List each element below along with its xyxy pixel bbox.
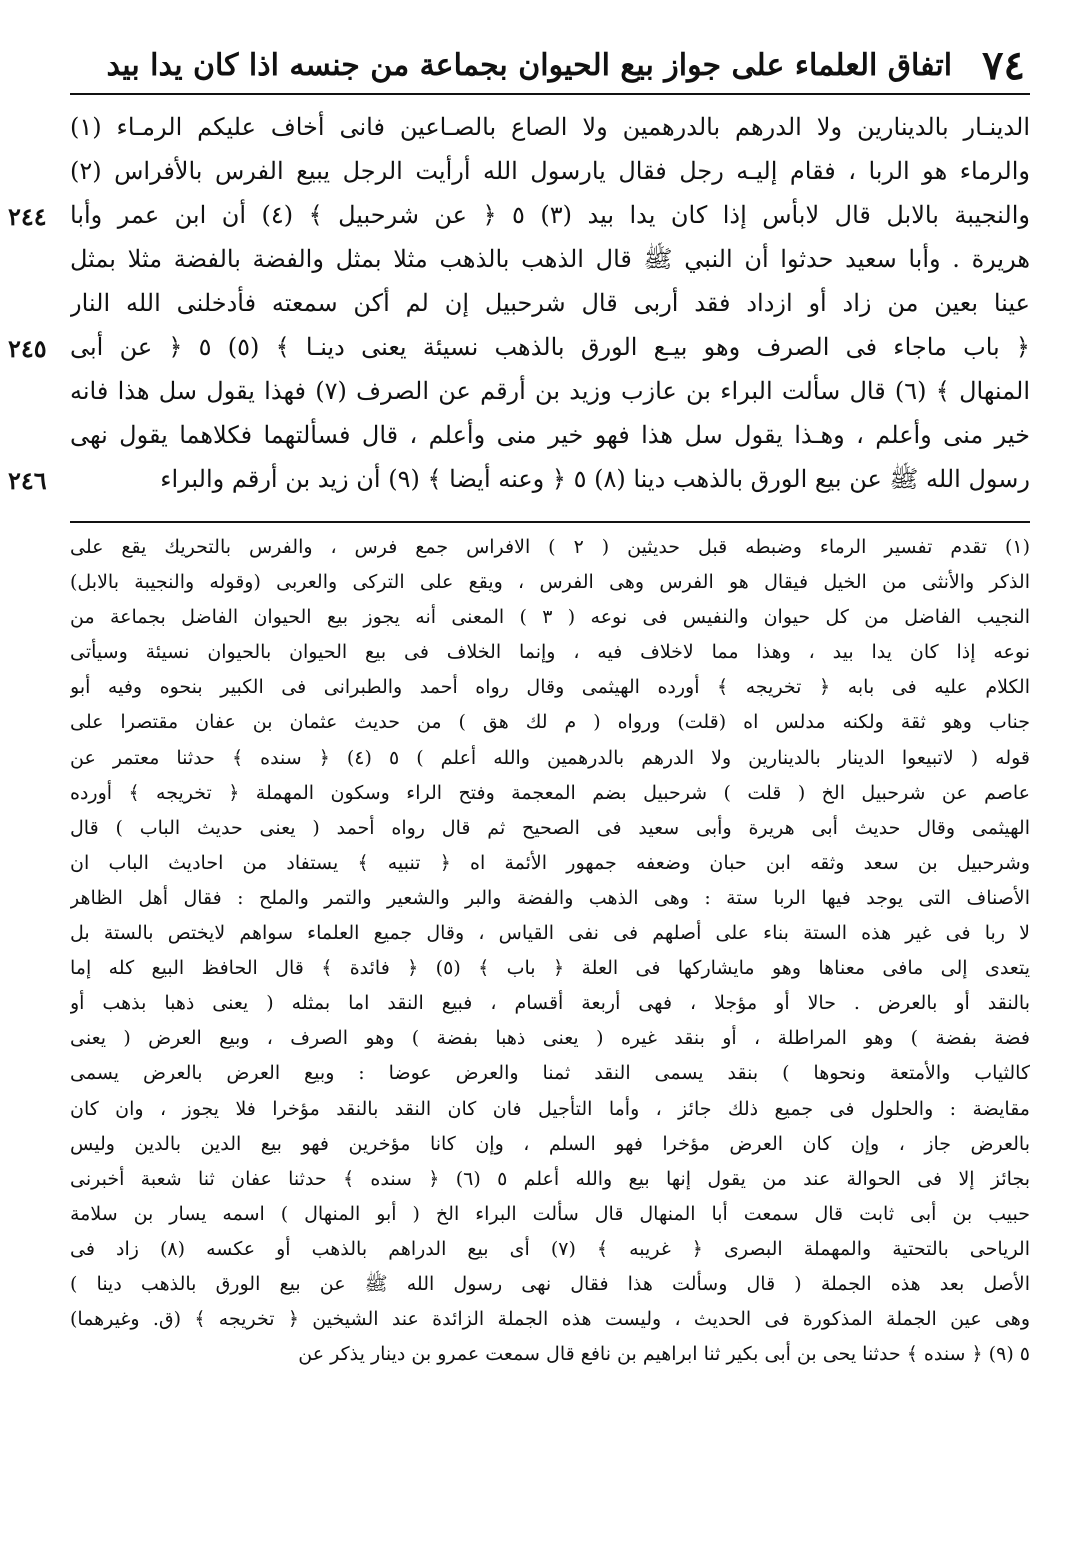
footnote-line: نوعه إذا كان يدا بيد ، وهذا مما لاخلاف فيه ، وإنما الخلاف فى بيع الحيوان بالحيوان نسيئة وسيأتى	[70, 641, 1030, 664]
footnote-line: عاصم عن شرحبيل الخ ( قلت ) شرحبيل بضم المعجمة وفتح الراء وسكون المهملة ﴿ تخريجه ﴾ أورده	[70, 781, 1030, 804]
text-line	[70, 238, 1030, 282]
text-line	[8, 458, 1030, 502]
footnote-line: النجيب الفاضل من كل حيوان والنفيس فى نوعه ( ٣ ) المعنى أنه يجوز بيع الحيوان الفاضل بجماعة من	[70, 606, 1030, 629]
line-text: هريرة . وأبا سعيد حدثوا أن النبي ﷺ قال الذهب بالذهب مثلا بمثل والفضة بالفضة مثلا بمثل	[70, 245, 1030, 273]
main-text	[8, 106, 1030, 502]
text-line	[70, 150, 1030, 194]
footnote-line: بالنقد أو بالعرض . حالا أو مؤجلا ، فهى أربعة أقسام ، فبيع النقد اما بمثله ( يعنى ذهبا بذهب أو	[70, 992, 1030, 1015]
footnote-line: الرياحى بالتحتية والمهملة البصرى ﴿ غريبه ﴾ (٧) أى بيع الدراهم بالذهب أو عكسه (٨) زاد فى	[70, 1237, 1030, 1260]
line-text: والنجيبة بالابل قال لابأس إذا كان يدا بيد (٣) ٥ ﴿ عن شرحبيل ﴾ (٤) أن ابن عمر وأبا	[70, 201, 1030, 229]
line-text: عينا بعين من زاد أو ازداد فقد أربى قال شرحبيل إن لم أكن سمعته فأدخلنى الله النار	[70, 289, 1030, 317]
text-line	[8, 326, 1030, 370]
footnote-line: بجائز إلا فى الحوالة عند من يقول إنها بيع والله أعلم ٥ (٦) ﴿ سنده ﴾ حدثنا عفان ثنا شعبة أخبرنى	[70, 1167, 1030, 1190]
line-text: خير منى وأعلم ، وهـذا يقول سل هذا فهو خير منى وأعلم ، قال فسألتهما فكلاهما يقول نهى	[70, 421, 1030, 449]
line-text: رسول الله ﷺ عن بيع الورق بالذهب دينا (٨) ٥ ﴿ وعنه أيضا ﴾ (٩) أن زيد بن أرقم والبراء	[160, 465, 1030, 493]
hadith-number: ٢٤٥	[8, 334, 47, 363]
footnote-line: ٥ (٩) ﴿ سنده ﴾ حدثنا يحى بن أبى بكير ثنا ابراهيم بن نافع قال سمعت عمرو بن دينار يذكر عن	[298, 1343, 1030, 1366]
header-rule	[70, 93, 1030, 95]
footnote-line: بالعرض جاز ، وإن كان العرض مؤخرا فهو السلم ، وإن كانا مؤخرين فهو بيع الدين بالدين وليس	[70, 1132, 1030, 1155]
footnote-line: الأصناف التى يوجد فيها الربا ستة : وهى الذهب والفضة والبر والشعير والتمر والملح : فقال أهل الظاهر	[70, 886, 1030, 909]
footnotes	[70, 530, 1030, 1372]
footnote-line: حبيب بن أبى ثابت قال سمعت أبا المنهال قال سألت البراء الخ ( أبو المنهال ) اسمه يسار بن سلامة	[70, 1202, 1030, 1225]
footnote-line: كالثياب والأمتعة ونحوها ) بنقد يسمى النقد ثمنا والعرض عوضا : وبيع العرض بالعرض يسمى	[70, 1062, 1030, 1085]
text-line	[70, 370, 1030, 414]
footnote-line: قوله ( لاتبيعوا الدينار بالدينارين ولا الدرهم بالدرهمين والله أعلم ) ٥ (٤) ﴿ سنده ﴾ حدثنا معتمر عن	[70, 746, 1030, 769]
hadith-number: ٢٤٤	[8, 202, 47, 231]
text-line	[70, 414, 1030, 458]
text-line	[8, 194, 1030, 238]
text-line	[70, 106, 1030, 150]
running-title: اتفاق العلماء على جواز بيع الحيوان بجماعة من جنسه اذا كان يدا بيد	[106, 48, 953, 83]
line-text: ﴿ باب ماجاء فى الصرف وهو بيـع الورق بالذهب نسيئة يعنى دينـا ﴾ (٥) ٥ ﴿ عن أبى	[70, 333, 1030, 361]
footnote-line: وشرحبيل بن سعد وثقه ابن حبان وضعفه جمهور الأئمة اه ﴿ تنبيه ﴾ يستفاد من احاديث الباب ان	[70, 851, 1030, 874]
footnote-line: فضة بفضة ) وهو المراطلة ، أو بنقد غيره ( يعنى ذهبا بفضة ) وهو الصرف ، وبيع العرض ( يعنى	[70, 1027, 1030, 1050]
footnote-line: وهى عين الجملة المذكورة فى الحديث ، وليست هذه الجملة الزائدة عند الشيخين ﴿ تخريجه ﴾ (ق. وغيرهما)	[70, 1308, 1030, 1331]
hadith-number: ٢٤٦	[8, 466, 47, 495]
line-text: الدينـار بالدينارين ولا الدرهم بالدرهمين ولا الصاع بالصـاعين فانى أخاف عليكم الرمـاء (١)	[70, 113, 1030, 141]
footnote-line: الذكر والأنثى من الخيل فيقال هو الفرس وهى الفرس ، ويقع على التركى والعربى (وقوله والنجيبة بالابل)	[70, 571, 1030, 594]
footnote-line: الكلام عليه فى بابه ﴿ تخريجه ﴾ أورده الهيثمى وقال رواه أحمد والطبرانى فى الكبير بنحوه وفيه أبو	[70, 676, 1030, 699]
footnote-line: (١) تقدم تفسير الرماء وضبطه قبل حديثين ( ٢ ) الافراس جمع فرس ، والفرس بالتحريك يقع على	[70, 536, 1030, 558]
footnote-line: لا ربا فى غير هذه الستة بناء على أصلهم فى نفى القياس ، وقال جميع العلماء سواهم لايختص بالستة بل	[70, 922, 1030, 945]
page-number: ٧٤	[982, 42, 1025, 89]
footnote-divider	[70, 521, 1030, 523]
footnote-line: الأصل بعد هذه الجملة ( قال وسألت هذا فقال نهى رسول الله ﷺ عن بيع الورق بالذهب دينا )	[70, 1272, 1030, 1295]
text-line	[70, 282, 1030, 326]
footnote-line: الهيثمى وقال حديث أبى هريرة وأبى سعيد فى الصحيح ثم قال رواه أحمد ( يعنى حديث الباب ) قال	[70, 816, 1030, 839]
footnote-line: جناب وهو ثقة ولكنه مدلس اه (قلت) ورواه ( م لك هق ) من حديث عثمان بن عفان مقتصرا على	[70, 711, 1030, 734]
footnote-line: مقايضة : والحلول فى جميع ذلك جائز ، وأما التأجيل فان كان النقد بالنقد مؤخرا فلا يجوز ، وان كان	[70, 1097, 1030, 1120]
footnote-line: يتعدى إلى مافى معناها وهو مايشاركها فى العلة ﴿ باب ﴾ (٥) ﴿ فائدة ﴾ قال الحافظ البيع كله إما	[70, 957, 1030, 980]
line-text: والرماء هو الربا ، فقام إليـه رجل فقال يارسول الله أرأيت الرجل يبيع الفرس بالأفراس (٢)	[70, 157, 1030, 185]
line-text: المنهال ﴾ (٦) قال سألت البراء بن عازب وزيد بن أرقم عن الصرف (٧) فهذا يقول سل هذا فانه	[70, 377, 1030, 405]
page-header	[75, 40, 1025, 90]
